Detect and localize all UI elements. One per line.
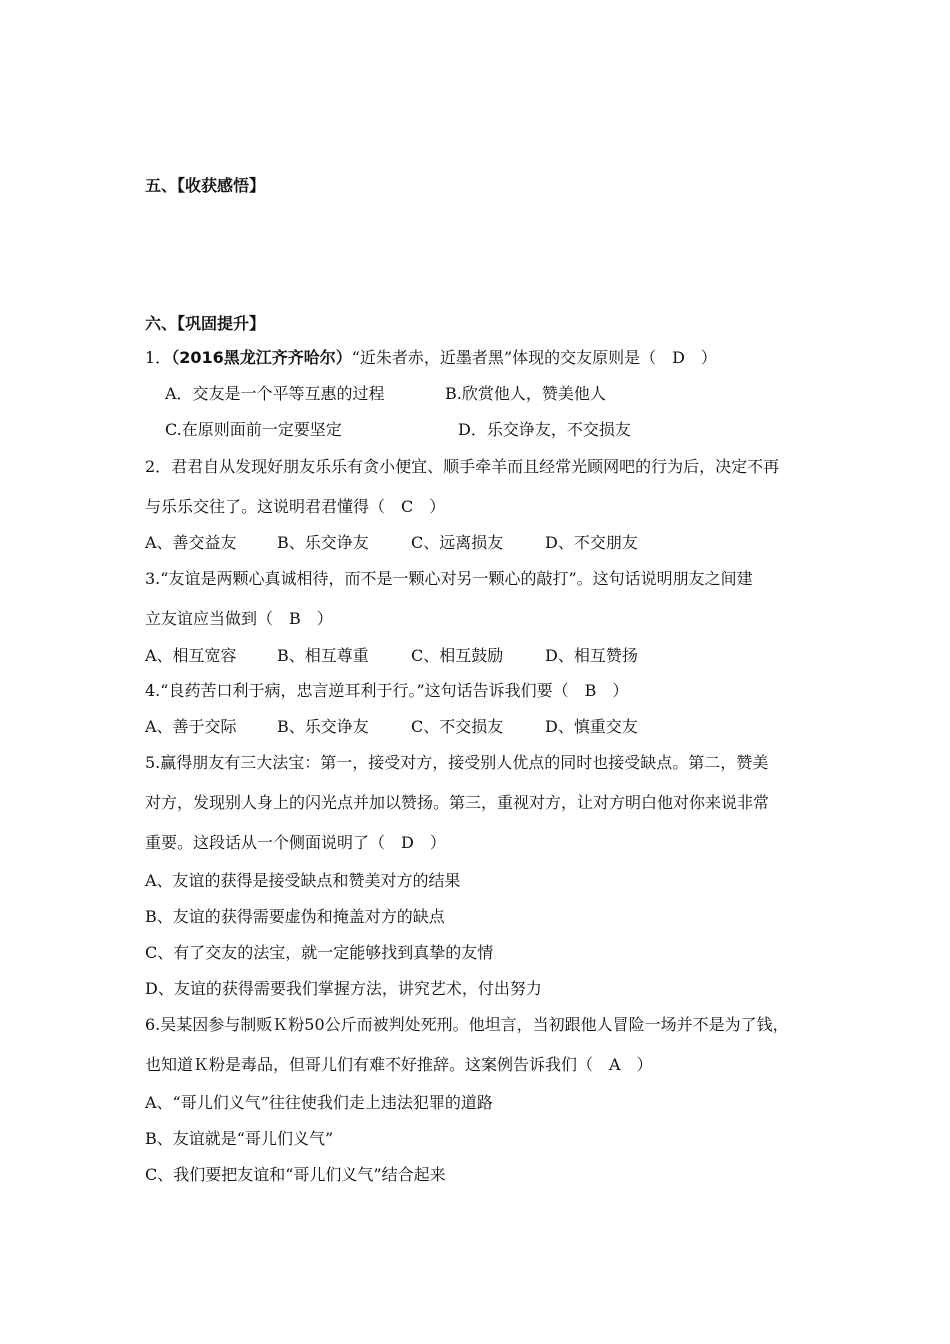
question-5-stem-line-1: 5.赢得朋友有三大法宝：第一，接受对方，接受别人优点的同时也接受缺点。第二，赞美 <box>145 753 769 772</box>
question-3-stem-line-1: 3.“友谊是两颗心真诚相待，而不是一颗心对另一颗心的敲打”。这句话说明朋友之间建 <box>145 569 753 588</box>
question-1-option-a: A．交友是一个平等互惠的过程 <box>165 384 385 403</box>
question-4-option-d: D、慎重交友 <box>545 717 638 736</box>
question-5-stem-line-2: 对方，发现别人身上的闪光点并加以赞扬。第三，重视对方，让对方明白他对你来说非常 <box>145 793 770 812</box>
question-2-option-b: B、乐交诤友 <box>277 533 369 552</box>
question-1-source: （2016黑龙江齐齐哈尔） <box>171 348 352 367</box>
question-5-stem-line-3: 重要。这段话从一个侧面说明了（ D ） <box>145 833 446 852</box>
section-6-heading: 六、【巩固提升】 <box>145 314 266 333</box>
question-5-option-b: B、友谊的获得需要虚伪和掩盖对方的缺点 <box>145 907 445 926</box>
question-6-stem-line-1: 6.吴某因参与制贩Ｋ粉50公斤而被判处死刑。他坦言，当初跟他人冒险一场并不是为了钱， <box>145 1015 789 1034</box>
question-1-stem <box>145 348 717 368</box>
question-3-stem-line-2: 立友谊应当做到（ B ） <box>145 609 333 628</box>
question-3-option-b: B、相互尊重 <box>277 646 369 665</box>
question-1-option-c: C.在原则面前一定要坚定 <box>165 420 342 439</box>
question-1-option-b: B.欣赏他人，赞美他人 <box>445 384 606 403</box>
question-5-option-c: C、有了交友的法宝，就一定能够找到真挚的友情 <box>145 943 494 962</box>
question-3-option-a: A、相互宽容 <box>145 646 237 665</box>
question-2-stem-line-1: 2．君君自从发现好朋友乐乐有贪小便宜、顺手牵羊而且经常光顾网吧的行为后，决定不再 <box>145 457 780 476</box>
question-2-option-a: A、善交益友 <box>145 533 237 552</box>
question-4-option-c: C、不交损友 <box>411 717 504 736</box>
question-4-option-a: A、善于交际 <box>145 717 237 736</box>
section-5-heading: 五、【收获感悟】 <box>145 176 266 195</box>
question-2-option-c: C、远离损友 <box>411 533 504 552</box>
question-6-option-c: C、我们要把友谊和“哥儿们义气”结合起来 <box>145 1165 446 1184</box>
question-4-option-b: B、乐交诤友 <box>277 717 369 736</box>
question-3-option-c: C、相互鼓励 <box>411 646 504 665</box>
question-1-text: “近朱者赤，近墨者黑”体现的交友原则是（ D ） <box>351 348 717 367</box>
question-6-stem-line-2: 也知道Ｋ粉是毒品，但哥儿们有难不好推辞。这案例告诉我们（ A ） <box>145 1055 653 1074</box>
question-5-option-a: A、友谊的获得是接受缺点和赞美对方的结果 <box>145 871 461 890</box>
question-1-option-d: D．乐交诤友，不交损友 <box>458 420 631 439</box>
question-6-option-b: B、友谊就是“哥儿们义气” <box>145 1129 334 1148</box>
question-5-option-d: D、友谊的获得需要我们掌握方法，讲究艺术，付出努力 <box>145 979 542 998</box>
question-6-option-a: A、“哥儿们义气”往往使我们走上违法犯罪的道路 <box>145 1093 493 1112</box>
question-3-option-d: D、相互赞扬 <box>545 646 638 665</box>
question-2-stem-line-2: 与乐乐交往了。这说明君君懂得（ C ） <box>145 497 446 516</box>
question-4-stem: 4.“良药苦口利于病，忠言逆耳利于行。”这句话告诉我们要（ B ） <box>145 681 629 700</box>
question-1-number: 1． <box>145 348 172 367</box>
question-2-option-d: D、不交朋友 <box>545 533 638 552</box>
